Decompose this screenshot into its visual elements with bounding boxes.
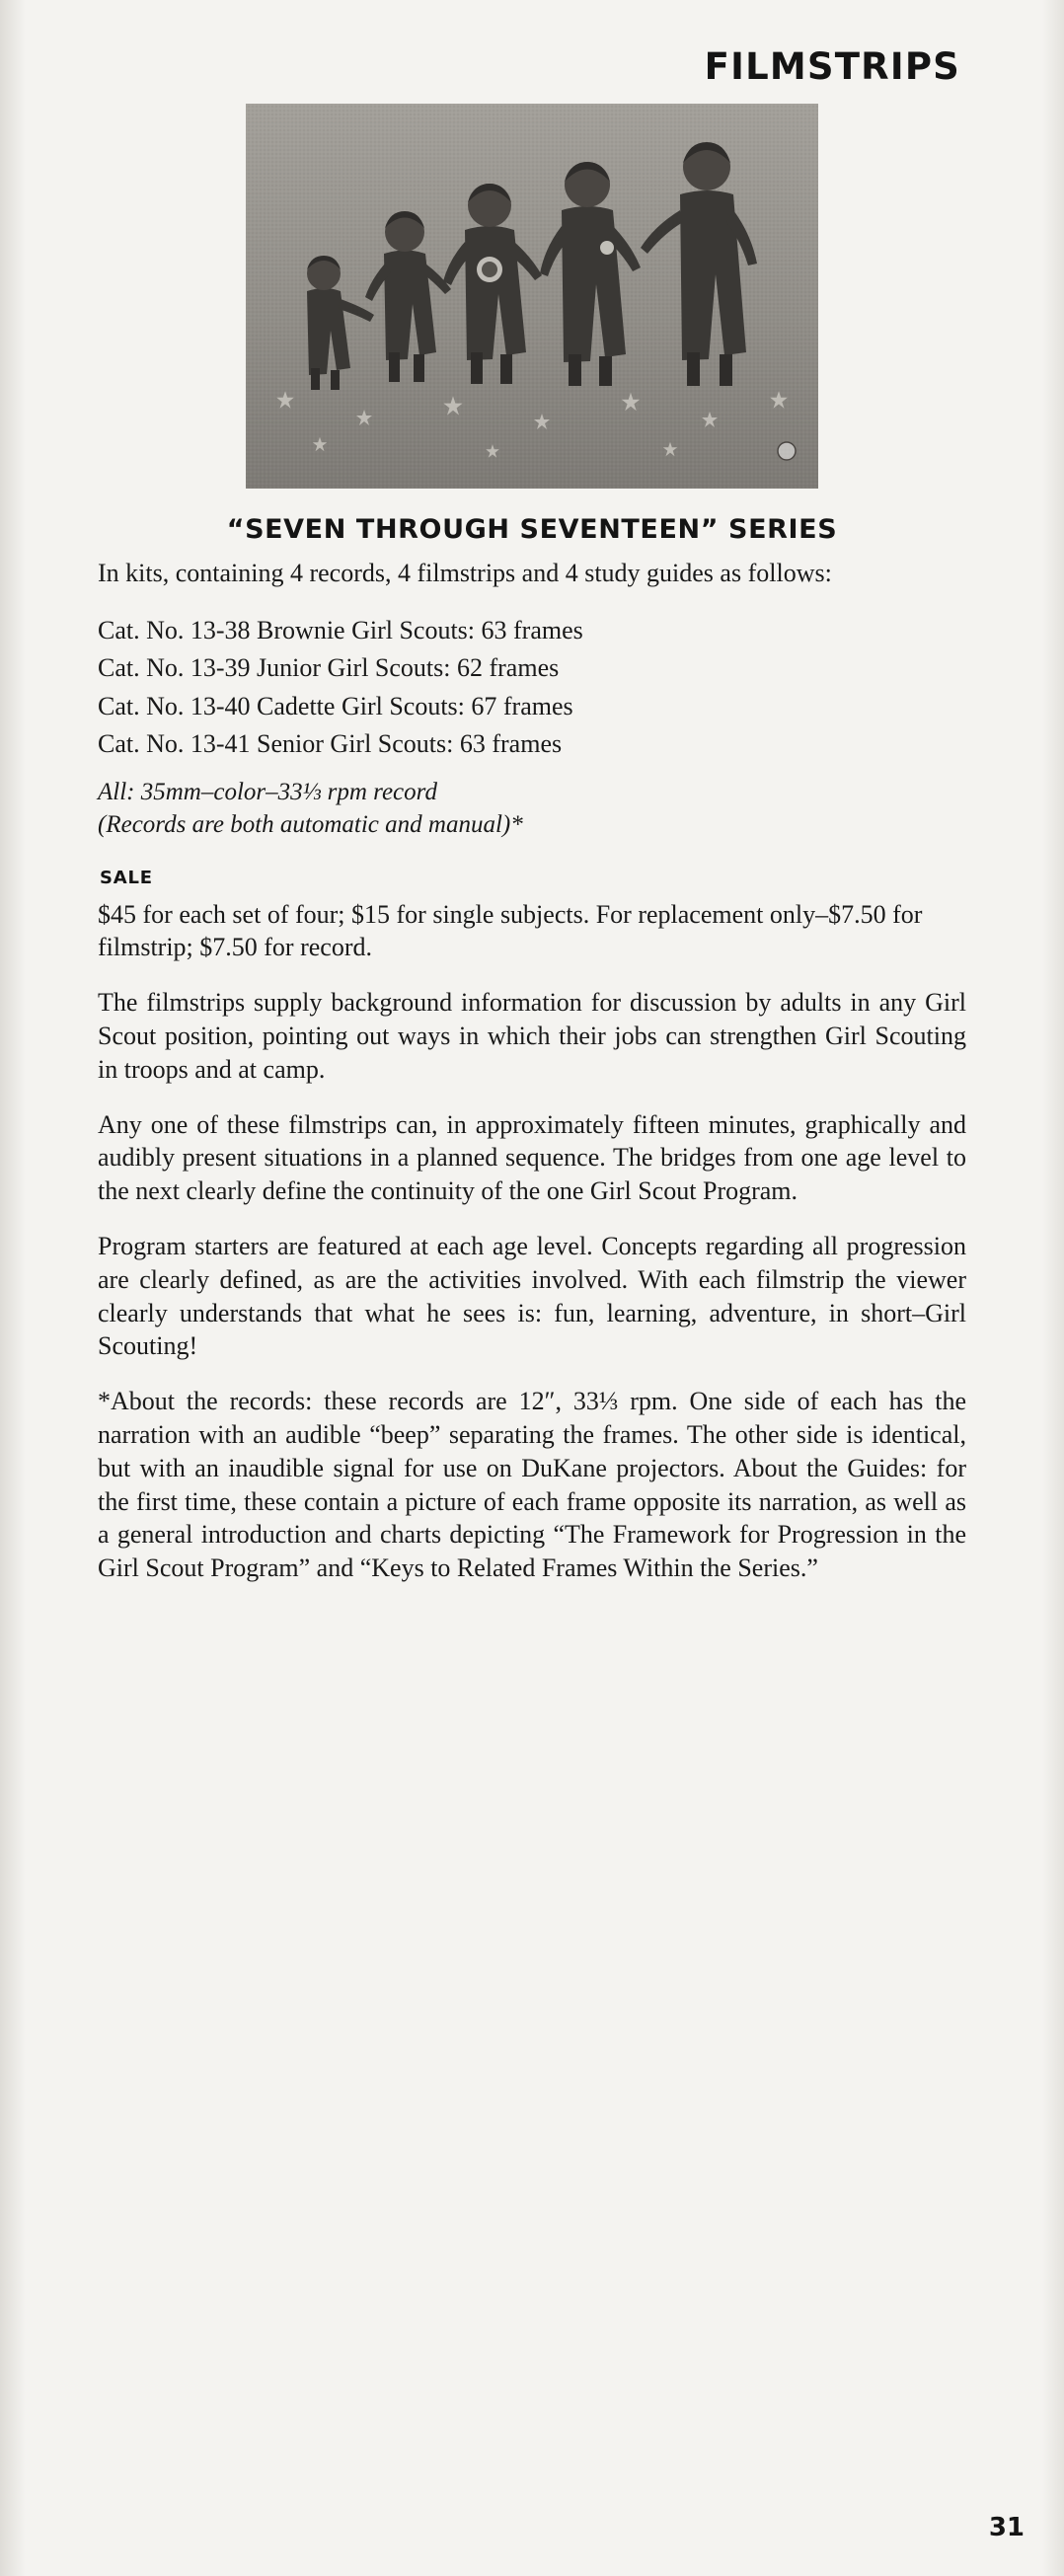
paragraph-3: Program starters are featured at each age level. Concepts regarding all progression are clearly defined, as are the activities involved. With each filmstrip the viewer clearly understands that what he sees is: fun, learning, adventure, in short–Girl Scouting! <box>98 1232 966 1361</box>
page-title: FILMSTRIPS <box>704 45 960 88</box>
five-girl-scouts-illustration <box>246 104 818 489</box>
page-content <box>98 0 966 1903</box>
bottom-spacer <box>98 1607 966 1903</box>
series-intro: In kits, containing 4 records, 4 filmstrips and 4 study guides as follows: <box>98 559 832 587</box>
catalog-item: Cat. No. 13-41 Senior Girl Scouts: 63 frames <box>98 729 563 759</box>
paragraph-1: The filmstrips supply background information for discussion by adults in any Girl Scout position, pointing out ways in which their jobs can strengthen Girl Scouting in troops and at camp. <box>98 988 966 1084</box>
catalog-list <box>98 612 966 764</box>
sale-label: SALE <box>100 867 153 888</box>
catalog-item: Cat. No. 13-39 Junior Girl Scouts: 62 frames <box>98 653 560 683</box>
series-title: “SEVEN THROUGH SEVENTEEN” SERIES <box>226 514 838 545</box>
catalog-item: Cat. No. 13-40 Cadette Girl Scouts: 67 frames <box>98 691 573 720</box>
paragraph-4-footnote: *About the records: these records are 12″, 33⅓ rpm. One side of each has the narration with an audible “beep” separating the frames. The other side is identical, but with an inaudible signal for use on DuKane projectors. About the Guides: for the first time, these contain a picture of each frame opposite its narration, as well as a general introduction and charts depicting “The Framework for Progression in the Girl Scout Program” and “Keys to Related Frames Within the Series.” <box>98 1387 966 1583</box>
format-note-line-1: All: 35mm–color–33⅓ rpm record <box>98 778 437 805</box>
illustration-container <box>246 104 818 489</box>
catalog-item: Cat. No. 13-38 Brownie Girl Scouts: 63 frames <box>98 615 583 644</box>
format-note <box>98 776 966 842</box>
paragraph-2: Any one of these filmstrips can, in approximately fifteen minutes, graphically and audibly present situations in a planned sequence. The bridges from one age level to the next clearly define the continuity of the one Girl Scout Program. <box>98 1109 966 1206</box>
sale-text: $45 for each set of four; $15 for single subjects. For replacement only–$7.50 for filmstrip; $7.50 for record. <box>98 899 923 962</box>
page-number: 31 <box>988 2513 1025 2542</box>
format-note-line-2: (Records are both automatic and manual)* <box>98 811 523 839</box>
